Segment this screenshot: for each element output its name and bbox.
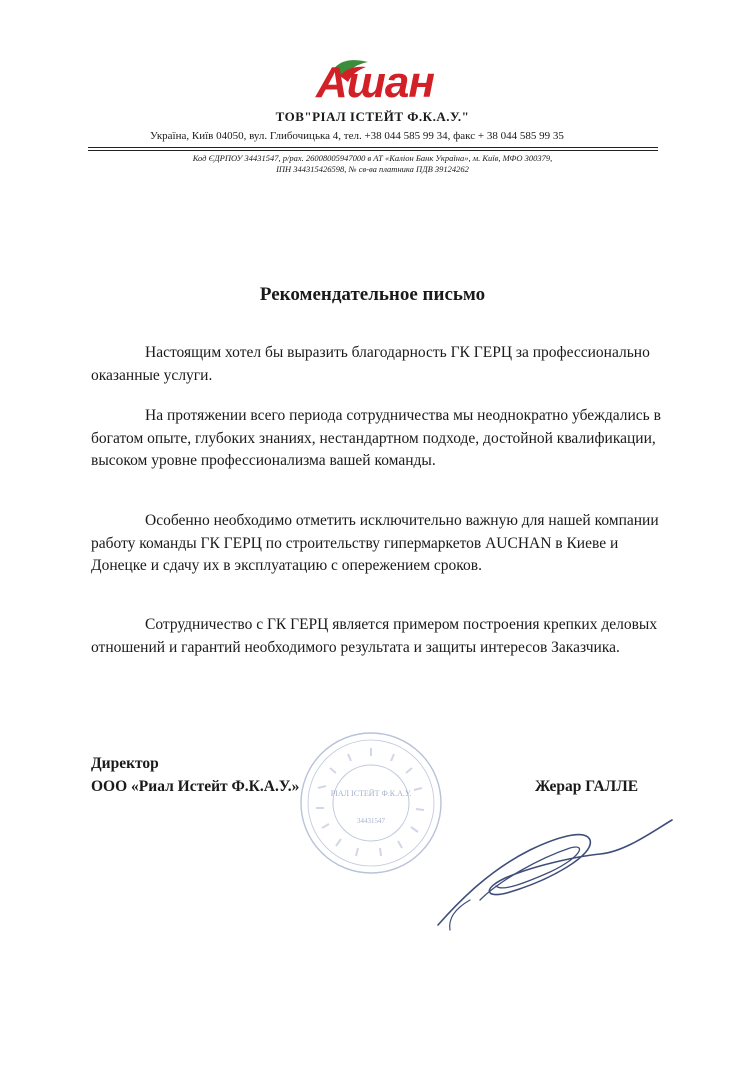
paragraph-4: Сотрудничество с ГК ГЕРЦ является примером построения крепких деловых отношений и гарантий необходимого результата и защиты интересов Заказчика. [91,616,658,656]
auchan-logo [316,58,456,108]
header-divider [88,147,658,148]
header-divider-thin [88,150,658,151]
handwritten-signature [430,800,680,940]
company-address: Україна, Київ 04050, вул. Глибочицька 4, тел. +38 044 585 99 34, факс + 38 044 585 99 35 [150,130,564,142]
letter-title: Рекомендательное письмо [259,284,486,305]
paragraph-3: Особенно необходимо отметить исключительно важную для нашей компании работу команды ГК ГЕРЦ по строительству гипермаркетов AUCHAN в Киеве и Донецке и сдачу их в эксплуатацию с опережением сроков. [91,512,659,574]
signer-role: Директор [91,755,159,772]
paragraph-1: Настоящим хотел бы выразить благодарность ГК ГЕРЦ за профессионально оказанные услуги. [91,344,650,384]
company-name: ТОВ"РІАЛ ІСТЕЙТ Ф.К.А.У." [275,109,470,124]
company-stamp [296,728,446,878]
registration-line-1: Код ЄДРПОУ 34431547, р/рах. 26008005947000 в АТ «Калiон Банк Україна», м. Київ, МФО 300379, [192,153,553,163]
signer-company: ООО «Риал Истейт Ф.К.А.У.» [91,778,300,795]
signer-name: Жерар ГАЛЛЕ [535,778,639,795]
registration-line-2: ІПН 344315426598, № св-ва платника ПДВ 39124262 [276,164,469,174]
stamp-code: 34431547 [357,817,385,825]
stamp-inner-text: РІАЛ ІСТЕЙТ Ф.К.А.У. [330,789,412,798]
logo-wordmark: Ашан [316,58,434,107]
paragraph-2: На протяжении всего периода сотрудничества мы неоднократно убеждались в богатом опыте, глубоких знаниях, нестандартном подходе, достойной квалификации, высоком уровне профессионализма вашей команды. [91,407,661,469]
